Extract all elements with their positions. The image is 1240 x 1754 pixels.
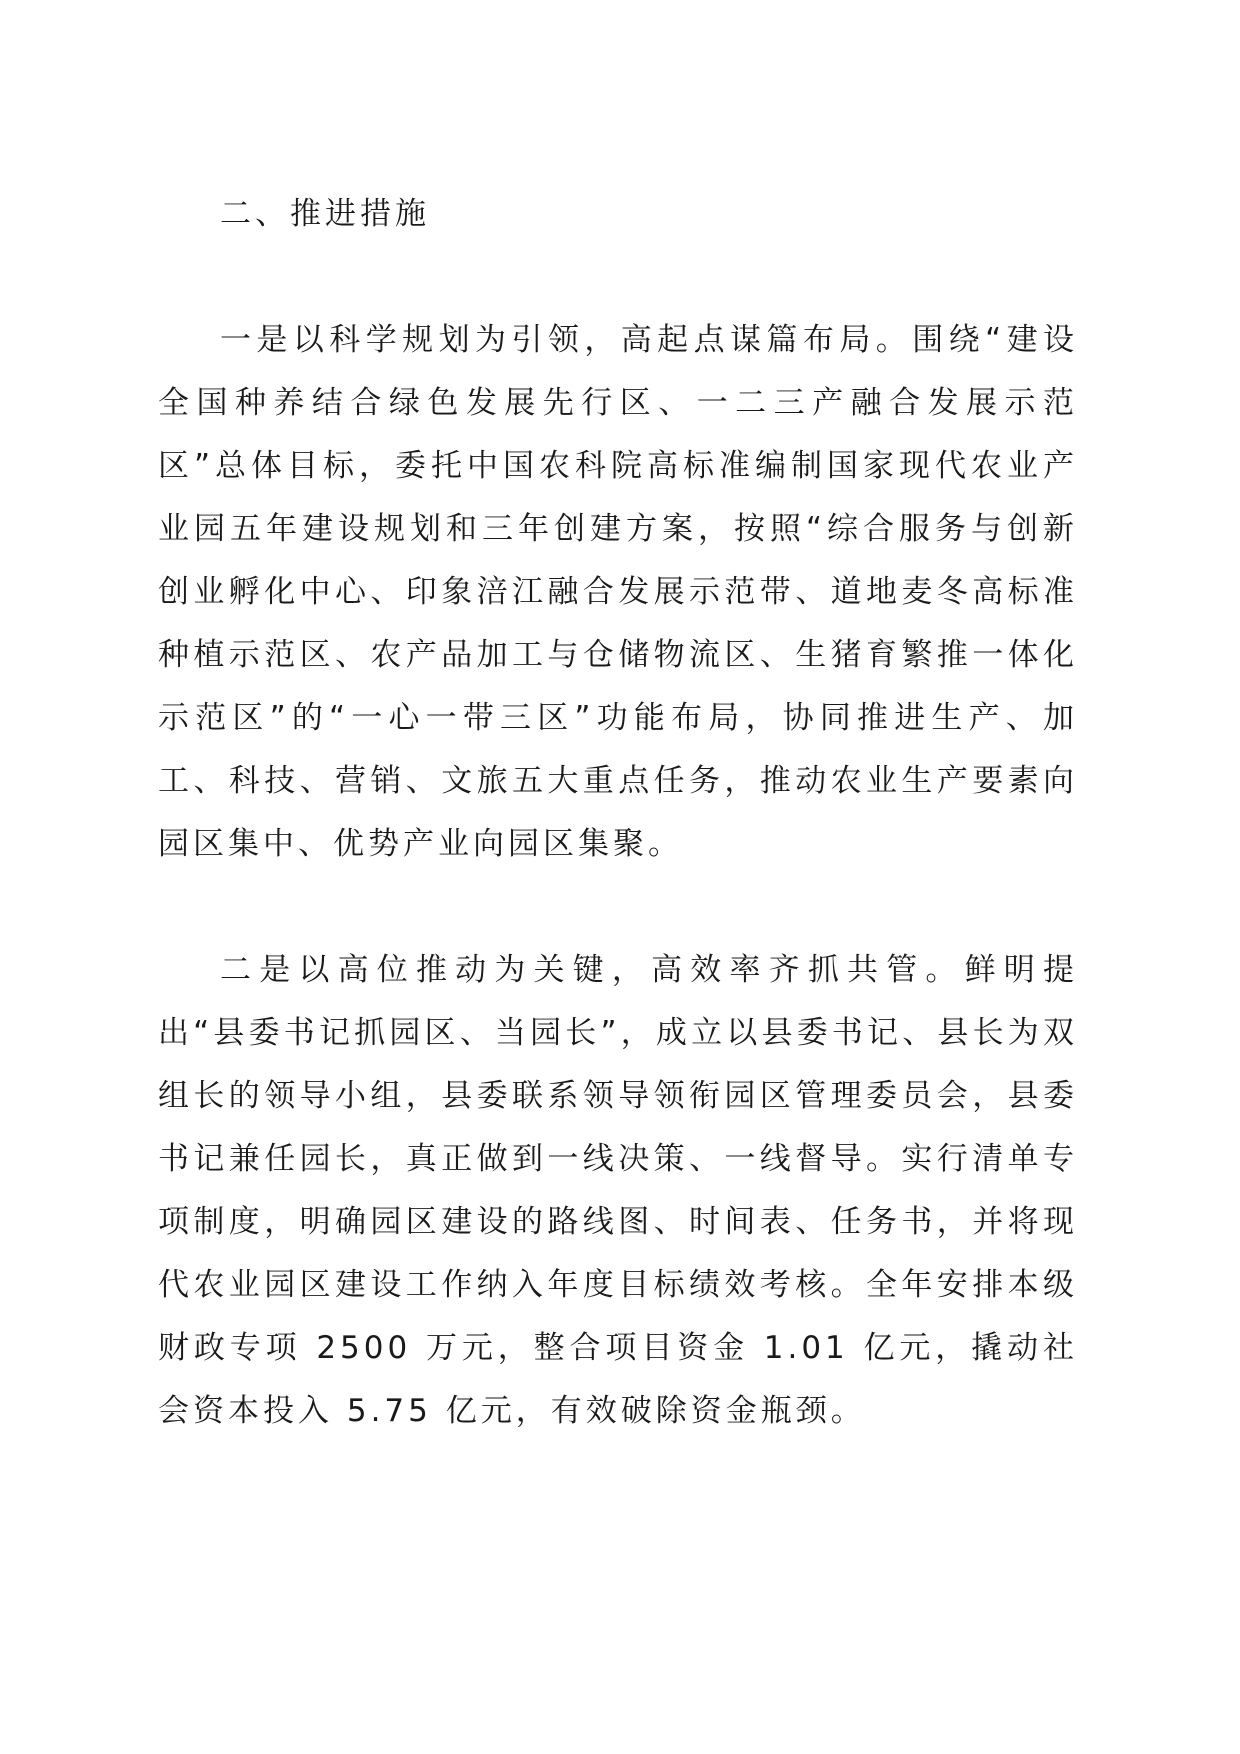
spacer	[158, 246, 1078, 309]
spacer	[158, 876, 1078, 939]
paragraph-promotion: 二是以高位推动为关键，高效率齐抓共管。鲜明提出“县委书记抓园区、当园长”，成立以县委书记、县长为双组长的领导小组，县委联系领导领衔园区管理委员会，县委书记兼任园长，真正做到一线决策、一线督导。实行清单专项制度，明确园区建设的路线图、时间表、任务书，并将现代农业园区建设工作纳入年度目标绩效考核。全年安排本级财政专项 2500 万元，整合项目资金 1.01 亿元，撬动社会资本投入 5.75 亿元，有效破除资金瓶颈。	[158, 952, 1078, 1429]
document-body	[158, 183, 1078, 1443]
paragraph-planning: 一是以科学规划为引领，高起点谋篇布局。围绕“建设全国种养结合绿色发展先行区、一二三产融合发展示范区”总体目标，委托中国农科院高标准编制国家现代农业产业园五年建设规划和三年创建方案，按照“综合服务与创新创业孵化中心、印象涪江融合发展示范带、道地麦冬高标准种植示范区、农产品加工与仓储物流区、生猪育繁推一体化示范区”的“一心一带三区”功能布局，协同推进生产、加工、科技、营销、文旅五大重点任务，推动农业生产要素向园区集中、优势产业向园区集聚。	[158, 322, 1078, 862]
section-heading: 二、推进措施	[220, 196, 430, 232]
